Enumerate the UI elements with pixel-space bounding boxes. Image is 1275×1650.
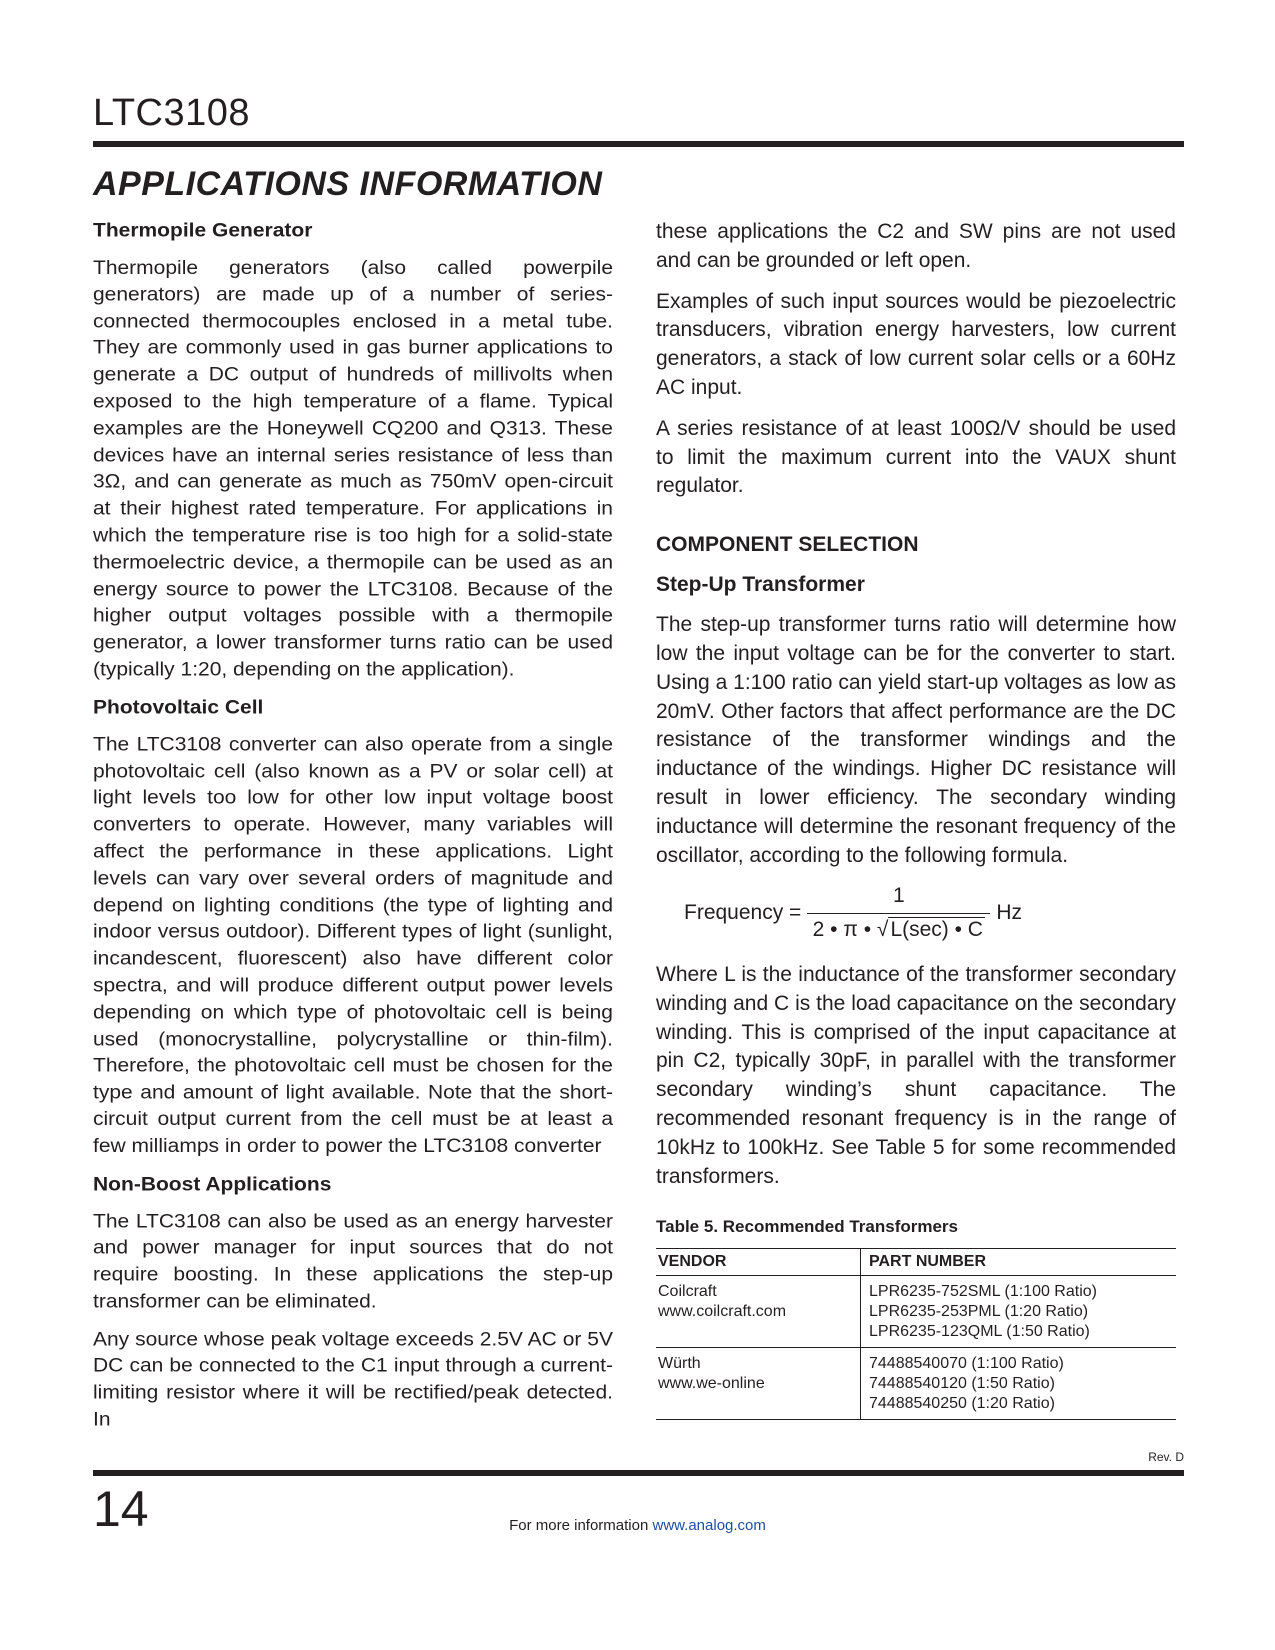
- photovoltaic-heading: Photovoltaic Cell: [93, 696, 264, 718]
- vendor-url: www.coilcraft.com: [658, 1303, 787, 1321]
- recommended-transformers-table: [656, 1248, 1176, 1420]
- table-header-row: [656, 1249, 1176, 1276]
- non-boost-paragraph-2: Any source whose peak voltage exceeds 2.5V AC or 5V DC can be connected to the C1 input through a current-limiting resistor where it will be rectified/peak detected. In: [93, 1328, 613, 1431]
- photovoltaic-paragraph: The LTC3108 converter can also operate from a single photovoltaic cell (also known as a PV or solar cell) at light levels too low for other low input voltage boost converters to operate. However, many variables will affect the performance in these applications. Light levels can vary over several orders of magnitude and depend on lighting conditions (the type of lighting and indoor versus outdoor). Different types of light (sunlight, incandescent, fluorescent) also have different color spectra, and will produce different output power levels depending on which type of photovoltaic cell is being used (monocrystalline, polycrystalline or thin-film). Therefore, the photovoltaic cell must be chosen for the type and amount of light available. Note that the short-circuit output current from the cell must be at least a few milliamps in order to power the LTC3108 converter: [93, 733, 613, 1157]
- formula-radicand: L(sec) • C: [890, 918, 983, 942]
- input-sources-paragraph: Examples of such input sources would be piezoelectric transducers, vibration energy harvesters, low current generators, a stack of low current solar cells or a 60Hz AC input.: [656, 289, 1176, 399]
- series-resistance-paragraph: A series resistance of at least 100Ω/V should be used to limit the maximum current into the VAUX shunt regulator.: [656, 416, 1176, 498]
- formula-fraction: [807, 882, 990, 945]
- non-boost-continued-paragraph: these applications the C2 and SW pins are not used and can be grounded or left open.: [656, 220, 1176, 272]
- non-boost-heading: Non-Boost Applications: [93, 1173, 332, 1195]
- left-column: [93, 218, 613, 1445]
- step-up-transformer-heading: Step-Up Transformer: [656, 573, 865, 597]
- part-number: LPR6235-253PML (1:20 Ratio): [869, 1303, 1089, 1321]
- section-title: APPLICATIONS INFORMATION: [93, 165, 603, 203]
- vendor-cell: [656, 1348, 861, 1420]
- vendor-url: www.we-online: [658, 1375, 765, 1393]
- part-number-column-header: PART NUMBER: [861, 1249, 1177, 1276]
- part-number: 74488540250 (1:20 Ratio): [869, 1395, 1055, 1413]
- right-column: [656, 218, 1176, 1420]
- vendor-column-header: VENDOR: [656, 1249, 861, 1276]
- step-up-paragraph-1: The step-up transformer turns ratio will determine how low the input voltage can be for the converter to start. Using a 1:100 ratio can yield start-up voltages as low as 20mV. Other factors that affect performance are the DC resistance of the transformer windings and the inductance of the windings. Higher DC resistance will result in lower efficiency. The secondary winding inductance will determine the resonant frequency of the oscillator, according to the following formula.: [656, 613, 1176, 867]
- table-row: [656, 1348, 1176, 1420]
- footer-info: [0, 1517, 1275, 1534]
- footer-rule: [93, 1470, 1184, 1476]
- formula-numerator: 1: [807, 882, 990, 914]
- formula-den-prefix: 2 • π •: [812, 918, 872, 942]
- vendor-cell: [656, 1276, 861, 1348]
- part-number-cell: [861, 1348, 1177, 1420]
- formula-unit: Hz: [996, 901, 1022, 925]
- radical-sign: √: [876, 918, 889, 942]
- part-number-cell: [861, 1276, 1177, 1348]
- step-up-paragraph-2: Where L is the inductance of the transformer secondary winding and C is the load capacitance on the secondary winding. This is comprised of the input capacitance at pin C2, typically 30pF, in parallel with the transformer secondary winding’s shunt capacitance. The recommended resonant frequency is in the range of 10kHz to 100kHz. See Table 5 for some recommended transformers.: [656, 962, 1176, 1188]
- table-row: [656, 1276, 1176, 1348]
- non-boost-paragraph-1: The LTC3108 can also be used as an energy harvester and power manager for input sources that do not require boosting. In these applications the step-up transformer can be eliminated.: [93, 1210, 613, 1312]
- thermopile-heading: Thermopile Generator: [93, 219, 313, 242]
- part-number: 74488540070 (1:100 Ratio): [869, 1355, 1064, 1373]
- part-number: LPR6235-123QML (1:50 Ratio): [869, 1323, 1090, 1341]
- header-rule: [93, 141, 1184, 147]
- thermopile-paragraph: Thermopile generators (also called powerpile generators) are made up of a number of series-connected thermocouples enclosed in a metal tube. They are commonly used in gas burner applications to generate a DC output of hundreds of millivolts when exposed to the high temperature of a flame. Typical examples are the Honeywell CQ200 and Q313. These devices have an internal series resistance of less than 3Ω, and can generate as much as 750mV open-circuit at their highest rated temperature. For applications in which the temperature rise is too high for a solid-state thermoelectric device, a thermopile can be used as an energy source to power the LTC3108. Because of the higher output voltages possible with a thermopile generator, a lower transformer turns ratio can be used (typically 1:20, depending on the application).: [93, 257, 613, 680]
- analog-website-link[interactable]: www.analog.com: [652, 1517, 766, 1534]
- revision-label: Rev. D: [1148, 1450, 1184, 1464]
- part-number: 74488540120 (1:50 Ratio): [869, 1375, 1055, 1393]
- more-info-text: For more information: [509, 1517, 649, 1534]
- part-number-title: LTC3108: [93, 92, 251, 134]
- formula-lhs: Frequency =: [684, 901, 802, 925]
- part-number: LPR6235-752SML (1:100 Ratio): [869, 1283, 1097, 1301]
- frequency-formula: [684, 882, 1176, 945]
- component-selection-heading: COMPONENT SELECTION: [656, 533, 919, 557]
- formula-denominator: [813, 914, 985, 945]
- vendor-name: Coilcraft: [658, 1283, 717, 1301]
- table-caption: Table 5. Recommended Transformers: [656, 1217, 959, 1237]
- page-number: 14: [93, 1481, 149, 1537]
- vendor-name: Würth: [658, 1355, 701, 1373]
